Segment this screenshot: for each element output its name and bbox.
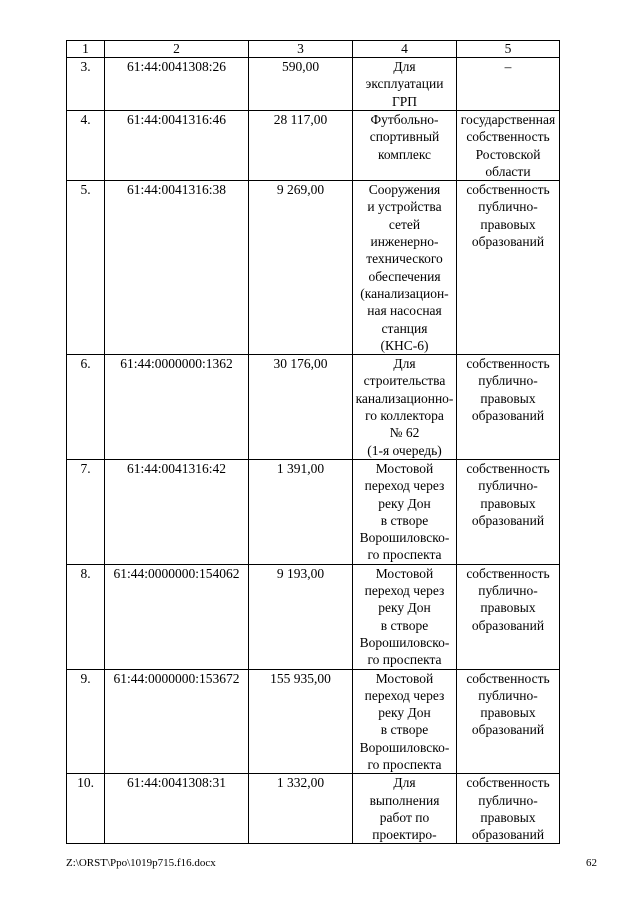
plot-area: 1 332,00 xyxy=(249,774,353,844)
cadastral-number: 61:44:0041316:46 xyxy=(105,111,249,181)
plot-area: 9 193,00 xyxy=(249,564,353,669)
footer-file-path: Z:\ORST\Ppo\1019p715.f16.docx xyxy=(66,857,216,869)
permitted-use: Футбольно- спортивный комплекс xyxy=(353,111,457,181)
ownership-form: собственность публично- правовых образований xyxy=(457,774,560,844)
plot-area: 28 117,00 xyxy=(249,111,353,181)
ownership-form: собственность публично- правовых образований xyxy=(457,564,560,669)
cadastral-number: 61:44:0041308:31 xyxy=(105,774,249,844)
ownership-form: собственность публично- правовых образований xyxy=(457,669,560,774)
row-number: 10. xyxy=(67,774,105,844)
table-row xyxy=(67,669,560,774)
permitted-use: Для выполнения работ по проектиро- xyxy=(353,774,457,844)
table-row xyxy=(67,774,560,844)
permitted-use: Мостовой переход через реку Дон в створе Ворошиловско- го проспекта xyxy=(353,459,457,564)
ownership-form: собственность публично- правовых образований xyxy=(457,181,560,355)
column-header: 1 xyxy=(67,41,105,58)
ownership-form: – xyxy=(457,58,560,111)
ownership-form: государственная собственность Ростовской области xyxy=(457,111,560,181)
permitted-use: Мостовой переход через реку Дон в створе Ворошиловско- го проспекта xyxy=(353,564,457,669)
permitted-use: Мостовой переход через реку Дон в створе Ворошиловско- го проспекта xyxy=(353,669,457,774)
row-number: 9. xyxy=(67,669,105,774)
row-number: 3. xyxy=(67,58,105,111)
plot-area: 590,00 xyxy=(249,58,353,111)
cadastral-number: 61:44:0000000:153672 xyxy=(105,669,249,774)
plot-area: 9 269,00 xyxy=(249,181,353,355)
table-row xyxy=(67,564,560,669)
ownership-form: собственность публично- правовых образований xyxy=(457,355,560,460)
row-number: 4. xyxy=(67,111,105,181)
table-row xyxy=(67,355,560,460)
cadastral-number: 61:44:0000000:154062 xyxy=(105,564,249,669)
row-number: 6. xyxy=(67,355,105,460)
column-header: 3 xyxy=(249,41,353,58)
permitted-use: Для строительства канализационно- го коллектора № 62 (1-я очередь) xyxy=(353,355,457,460)
cadastral-number: 61:44:0041308:26 xyxy=(105,58,249,111)
table-row xyxy=(67,459,560,564)
plot-area: 1 391,00 xyxy=(249,459,353,564)
ownership-form: собственность публично- правовых образований xyxy=(457,459,560,564)
page-number: 62 xyxy=(586,857,597,869)
cadastral-number: 61:44:0000000:1362 xyxy=(105,355,249,460)
column-header: 2 xyxy=(105,41,249,58)
plot-area: 30 176,00 xyxy=(249,355,353,460)
row-number: 5. xyxy=(67,181,105,355)
column-header: 5 xyxy=(457,41,560,58)
cadastral-number: 61:44:0041316:42 xyxy=(105,459,249,564)
column-header: 4 xyxy=(353,41,457,58)
plot-area: 155 935,00 xyxy=(249,669,353,774)
table-row xyxy=(67,111,560,181)
permitted-use: Для эксплуатации ГРП xyxy=(353,58,457,111)
table-row xyxy=(67,58,560,111)
row-number: 7. xyxy=(67,459,105,564)
permitted-use: Сооружения и устройства сетей инженерно- технического обеспечения (канализацион- ная насосная станция (КНС-6) xyxy=(353,181,457,355)
cadastral-number: 61:44:0041316:38 xyxy=(105,181,249,355)
table-row xyxy=(67,181,560,355)
table-header-row xyxy=(67,41,560,58)
land-plots-table xyxy=(66,40,560,844)
row-number: 8. xyxy=(67,564,105,669)
